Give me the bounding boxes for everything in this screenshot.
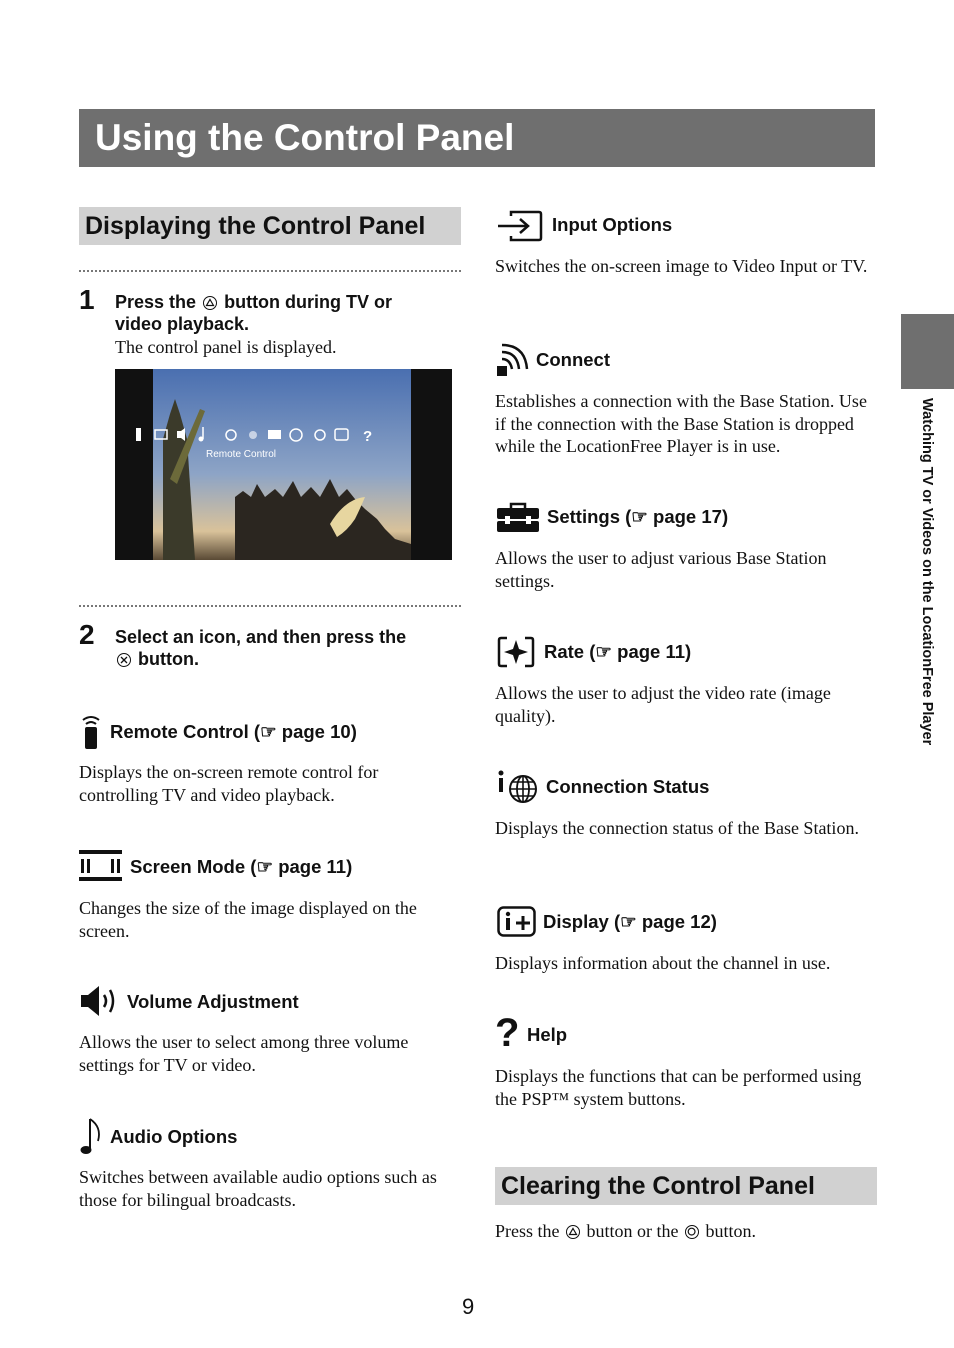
item-desc-display: Displays information about the channel in use. [495, 953, 831, 973]
svg-text:?: ? [363, 428, 373, 445]
step-1-text-after: button during TV or [224, 292, 393, 312]
clear-text-after: button. [705, 1221, 757, 1241]
connection-status-icon [497, 770, 539, 809]
input-icon [497, 210, 543, 247]
dotted-divider [79, 270, 461, 272]
item-title-screen-mode: Screen Mode (☞ page 11) [130, 856, 353, 877]
chapter-label: Watching TV or Videos on the LocationFree Player [919, 398, 935, 746]
rate-icon [497, 635, 535, 674]
item-name: Rate [544, 641, 585, 662]
toolbox-icon [497, 501, 539, 538]
item-desc-connect: Establishes a connection with the Base Station. Use if the connection with the Base Station is dropped while the LocationFree Player is in use. [495, 391, 867, 456]
item-title-settings: Settings (☞ page 17) [547, 506, 729, 527]
page-ref-icon: ☞ [260, 721, 277, 742]
page-ref-icon: ☞ [256, 856, 274, 877]
screen-mode-icon [79, 850, 122, 887]
volume-icon [79, 984, 119, 1023]
page-ref: page 17 [653, 506, 722, 527]
audio-note-icon [80, 1117, 104, 1162]
circle-button-icon [685, 1225, 699, 1239]
control-panel-screenshot [115, 369, 452, 560]
item-name: Settings [547, 506, 620, 527]
step-2-line2: button. [138, 649, 199, 669]
item-desc-connection-status: Displays the connection status of the Base Station. [495, 818, 859, 838]
item-desc-settings: Allows the user to adjust various Base Station settings. [495, 548, 827, 591]
step-2-text [115, 626, 460, 670]
item-title-rate: Rate (☞ page 11) [544, 641, 692, 662]
item-desc-remote-control: Displays the on-screen remote control for controlling TV and video playback. [79, 762, 379, 805]
triangle-button-icon [566, 1225, 580, 1239]
section-heading-clear [495, 1167, 877, 1205]
item-name: Screen Mode [130, 856, 246, 877]
clear-instructions [495, 1220, 875, 1243]
item-desc-help: Displays the functions that can be performed using the PSP™ system buttons. [495, 1066, 862, 1109]
item-title-audio-options: Audio Options [110, 1126, 238, 1147]
item-desc-volume: Allows the user to select among three volume settings for TV or video. [79, 1032, 409, 1075]
connect-icon [497, 342, 529, 381]
help-icon: ? [495, 1011, 520, 1055]
section-heading-text: Displaying the Control Panel [85, 212, 426, 240]
clear-text-middle: button or the [586, 1221, 679, 1241]
page-ref-icon: ☞ [595, 641, 613, 662]
step-number: 1 [79, 284, 95, 315]
item-title-connect: Connect [536, 349, 610, 370]
cross-button-icon [117, 653, 131, 667]
page-ref: page 11 [278, 856, 347, 877]
item-name: Display [543, 911, 609, 932]
section-heading-text: Clearing the Control Panel [501, 1172, 815, 1200]
page-ref-icon: ☞ [620, 911, 637, 932]
page-ref-icon: ☞ [631, 506, 648, 527]
item-desc-input-options: Switches the on-screen image to Video Input or TV. [495, 256, 868, 276]
item-title-volume: Volume Adjustment [127, 991, 299, 1012]
item-title-help: Help [527, 1024, 568, 1045]
step-2-line1: Select an icon, and then press the [115, 627, 407, 647]
step-1-result: The control panel is displayed. [115, 337, 337, 357]
page-ref: page 12 [641, 911, 711, 932]
page-title-bar [79, 109, 875, 167]
step-1-text-line2: video playback. [115, 314, 250, 334]
item-name: Remote Control [110, 721, 249, 742]
item-title-remote-control: Remote Control (☞ page 10) [110, 721, 357, 742]
remote-control-icon [80, 715, 102, 754]
step-number: 2 [79, 619, 95, 650]
step-1-text-before: Press the [115, 292, 197, 312]
page-number: 9 [462, 1294, 475, 1319]
chapter-tab [901, 314, 954, 389]
page-ref: page 10 [281, 721, 351, 742]
item-desc-screen-mode: Changes the size of the image displayed on the screen. [79, 898, 417, 941]
display-info-icon [497, 906, 537, 943]
item-desc-audio-options: Switches between available audio options such as those for bilingual broadcasts. [79, 1167, 437, 1210]
page-title: Using the Control Panel [95, 117, 515, 158]
item-desc-rate: Allows the user to adjust the video rate (image quality). [495, 683, 831, 726]
step-1-text [115, 291, 455, 335]
clear-text-before: Press the [495, 1221, 560, 1241]
page-ref: page 11 [617, 641, 686, 662]
dotted-divider [79, 605, 461, 607]
item-title-display: Display (☞ page 12) [543, 911, 717, 932]
triangle-button-icon [203, 296, 217, 310]
item-title-input-options: Input Options [552, 214, 673, 235]
screenshot-label: Remote Control [206, 449, 277, 460]
section-heading-display [79, 207, 461, 245]
item-title-connection-status: Connection Status [546, 776, 710, 797]
